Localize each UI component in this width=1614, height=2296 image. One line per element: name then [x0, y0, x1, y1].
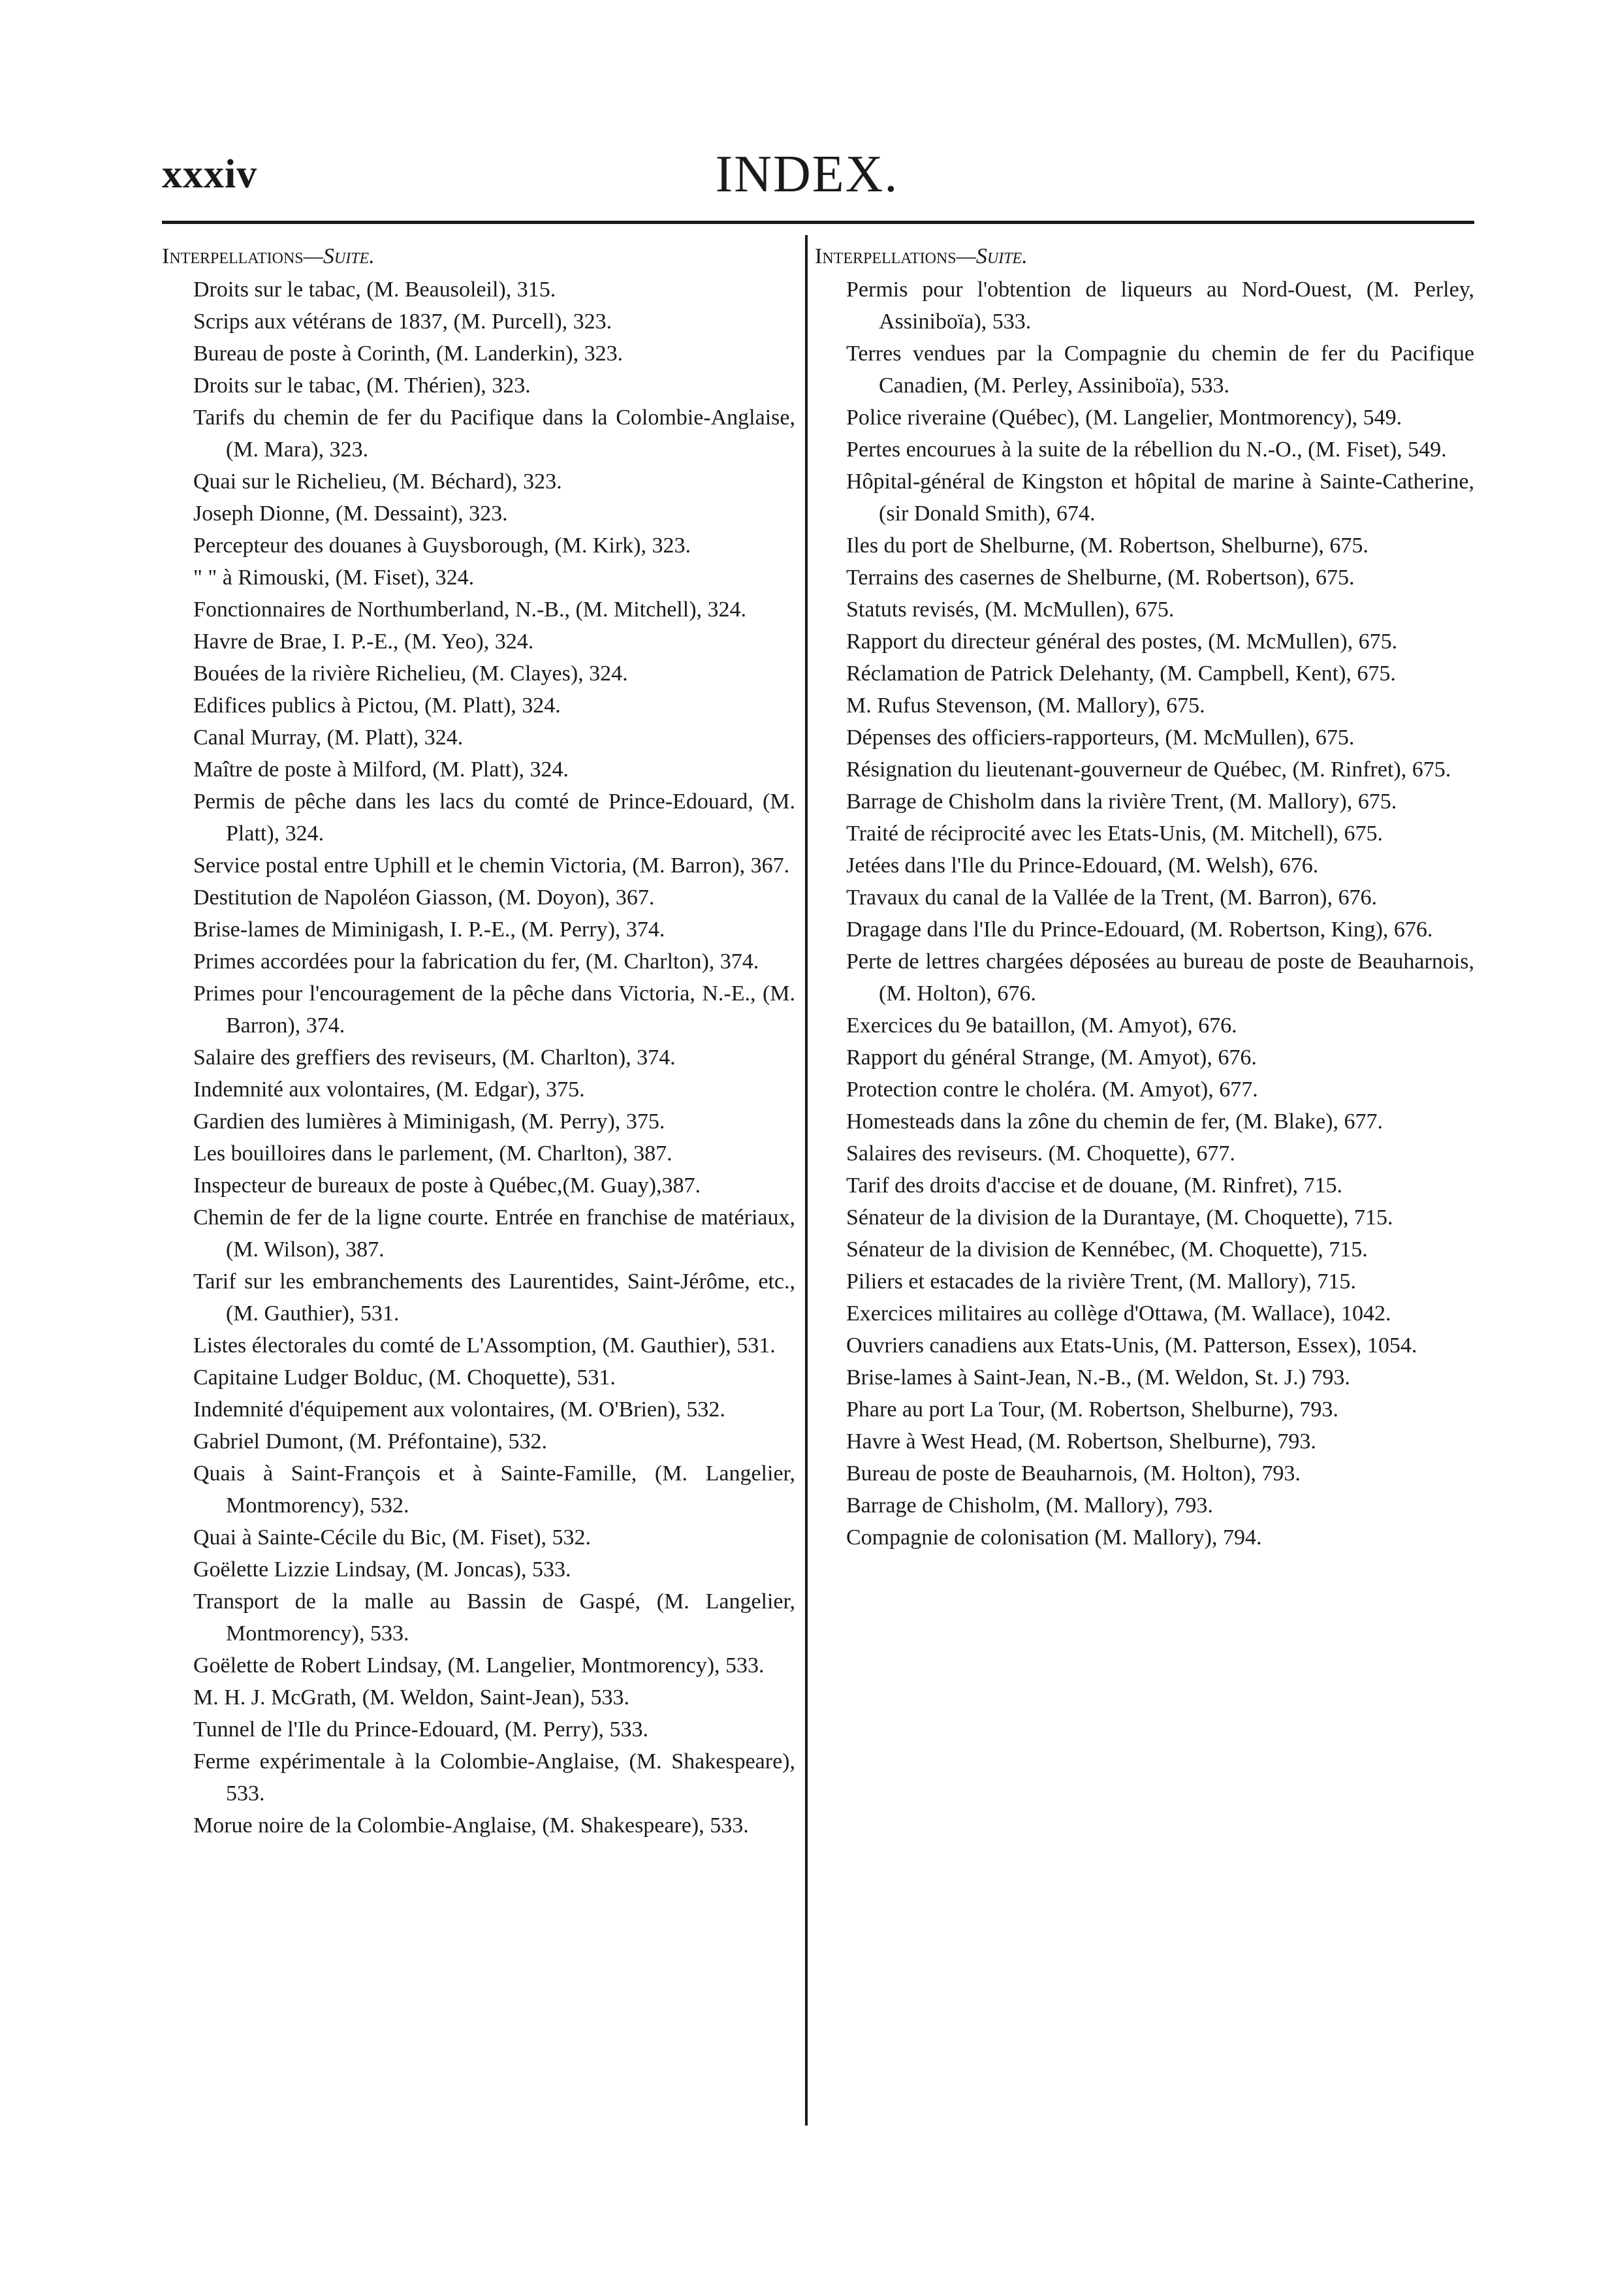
index-entry: Piliers et estacades de la rivière Trent, (M. Mallory), 715.	[846, 1269, 1356, 1294]
right-heading-suffix: —Suite.	[956, 244, 1028, 268]
index-entry: Quai à Sainte-Cécile du Bic, (M. Fiset), 532.	[193, 1525, 592, 1550]
index-entry: Bouées de la rivière Richelieu, (M. Clayes), 324.	[193, 662, 628, 686]
page-number: xxxiv	[162, 152, 258, 197]
index-entry: Traité de réciprocité avec les Etats-Unis, (M. Mitchell), 675.	[846, 821, 1384, 846]
index-entry: Inspecteur de bureaux de poste à Québec,(M. Guay),387.	[193, 1173, 701, 1198]
index-entry: Quai sur le Richelieu, (M. Béchard), 323.	[193, 470, 562, 494]
left-entries	[162, 274, 795, 1842]
index-entry: Jetées dans l'Ile du Prince-Edouard, (M. Welsh), 676.	[846, 853, 1319, 878]
index-entry: Capitaine Ludger Bolduc, (M. Choquette), 531.	[193, 1365, 616, 1390]
index-entry: Havre à West Head, (M. Robertson, Shelburne), 793.	[846, 1429, 1316, 1454]
page-title: INDEX.	[715, 146, 899, 203]
index-entry: Terres vendues par la Compagnie du chemin de fer du Pacifique Canadien, (M. Perley, Assiniboïa), 533.	[846, 342, 1474, 398]
index-entry: Goëlette Lizzie Lindsay, (M. Joncas), 533.	[193, 1557, 571, 1582]
index-entry: Transport de la malle au Bassin de Gaspé, (M. Langelier, Montmorency), 533.	[193, 1589, 795, 1646]
index-entry: Tarif des droits d'accise et de douane, (M. Rinfret), 715.	[846, 1173, 1343, 1198]
index-entry: Droits sur le tabac, (M. Thérien), 323.	[193, 374, 531, 398]
index-entry: Joseph Dionne, (M. Dessaint), 323.	[193, 502, 508, 526]
index-entry: M. H. J. McGrath, (M. Weldon, Saint-Jean), 533.	[193, 1685, 630, 1710]
right-column	[815, 240, 1474, 1554]
index-entry: Rapport du directeur général des postes, (M. McMullen), 675.	[846, 630, 1398, 654]
index-entry: Rapport du général Strange, (M. Amyot), 676.	[846, 1045, 1257, 1070]
index-entry: Salaire des greffiers des reviseurs, (M. Charlton), 374.	[193, 1045, 676, 1070]
index-entry: Dragage dans l'Ile du Prince-Edouard, (M. Robertson, King), 676.	[846, 917, 1433, 942]
index-entry: Ouvriers canadiens aux Etats-Unis, (M. Patterson, Essex), 1054.	[846, 1333, 1417, 1358]
index-entry: Ferme expérimentale à la Colombie-Anglaise, (M. Shakespeare), 533.	[193, 1749, 795, 1806]
index-entry: Travaux du canal de la Vallée de la Trent, (M. Barron), 676.	[846, 885, 1377, 910]
index-entry: Chemin de fer de la ligne courte. Entrée en franchise de matériaux, (M. Wilson), 387.	[193, 1205, 795, 1262]
header-rule	[162, 221, 1474, 224]
index-entry: Exercices du 9e bataillon, (M. Amyot), 676.	[846, 1013, 1237, 1038]
index-entry: Tunnel de l'Ile du Prince-Edouard, (M. Perry), 533.	[193, 1717, 649, 1742]
left-column-heading	[162, 240, 795, 272]
index-entry: Résignation du lieutenant-gouverneur de Québec, (M. Rinfret), 675.	[846, 757, 1451, 782]
index-entry: Réclamation de Patrick Delehanty, (M. Campbell, Kent), 675.	[846, 662, 1396, 686]
index-entry: Protection contre le choléra. (M. Amyot), 677.	[846, 1077, 1258, 1102]
index-entry: Bureau de poste à Corinth, (M. Landerkin), 323.	[193, 342, 624, 366]
index-entry: Homesteads dans la zône du chemin de fer, (M. Blake), 677.	[846, 1109, 1383, 1134]
index-entry: Barrage de Chisholm, (M. Mallory), 793.	[846, 1493, 1213, 1518]
index-entry: Primes pour l'encouragement de la pêche dans Victoria, N.-E., (M. Barron), 374.	[193, 981, 795, 1038]
index-entry: Salaires des reviseurs. (M. Choquette), 677.	[846, 1141, 1235, 1166]
right-heading-main: Interpellations	[815, 244, 957, 268]
index-entry: Bureau de poste de Beauharnois, (M. Holton), 793.	[846, 1461, 1301, 1486]
index-entry: Sénateur de la division de la Durantaye, (M. Choquette), 715.	[846, 1205, 1393, 1230]
index-entry: Statuts revisés, (M. McMullen), 675.	[846, 598, 1175, 622]
index-entry: Barrage de Chisholm dans la rivière Trent, (M. Mallory), 675.	[846, 789, 1397, 814]
index-entry: Sénateur de la division de Kennébec, (M. Choquette), 715.	[846, 1237, 1368, 1262]
index-entry: Gardien des lumières à Miminigash, (M. Perry), 375.	[193, 1109, 665, 1134]
index-entry: Indemnité d'équipement aux volontaires, (M. O'Brien), 532.	[193, 1397, 725, 1422]
index-entry: Droits sur le tabac, (M. Beausoleil), 315.	[193, 278, 556, 302]
index-entry: Listes électorales du comté de L'Assomption, (M. Gauthier), 531.	[193, 1333, 776, 1358]
index-entry: Police riveraine (Québec), (M. Langelier, Montmorency), 549.	[846, 406, 1402, 430]
column-divider	[805, 235, 808, 2126]
index-entry: Canal Murray, (M. Platt), 324.	[193, 725, 464, 750]
index-entry: Quais à Saint-François et à Sainte-Famille, (M. Langelier, Montmorency), 532.	[193, 1461, 795, 1518]
index-entry: Exercices militaires au collège d'Ottawa, (M. Wallace), 1042.	[846, 1301, 1391, 1326]
index-entry: Iles du port de Shelburne, (M. Robertson, Shelburne), 675.	[846, 534, 1369, 558]
index-entry: Terrains des casernes de Shelburne, (M. Robertson), 675.	[846, 566, 1355, 590]
index-entry: Primes accordées pour la fabrication du fer, (M. Charlton), 374.	[193, 949, 759, 974]
index-entry: Perte de lettres chargées déposées au bureau de poste de Beauharnois, (M. Holton), 676.	[846, 949, 1474, 1006]
index-entry: Destitution de Napoléon Giasson, (M. Doyon), 367.	[193, 885, 655, 910]
right-entries	[815, 274, 1474, 1554]
right-column-heading	[815, 240, 1474, 272]
index-entry: Compagnie de colonisation (M. Mallory), 794.	[846, 1525, 1262, 1550]
index-entry: Scrips aux vétérans de 1837, (M. Purcell), 323.	[193, 310, 612, 334]
index-entry: Goëlette de Robert Lindsay, (M. Langelier, Montmorency), 533.	[193, 1653, 765, 1678]
index-entry: Havre de Brae, I. P.-E., (M. Yeo), 324.	[193, 630, 534, 654]
index-entry: Pertes encourues à la suite de la rébellion du N.-O., (M. Fiset), 549.	[846, 438, 1447, 462]
index-entry: Dépenses des officiers-rapporteurs, (M. McMullen), 675.	[846, 725, 1355, 750]
index-entry: Tarif sur les embranchements des Laurentides, Saint-Jérôme, etc., (M. Gauthier), 531.	[193, 1269, 795, 1326]
left-column	[162, 240, 795, 1842]
index-entry: Service postal entre Uphill et le chemin Victoria, (M. Barron), 367.	[193, 853, 790, 878]
index-entry: " " à Rimouski, (M. Fiset), 324.	[193, 566, 475, 590]
index-entry: Gabriel Dumont, (M. Préfontaine), 532.	[193, 1429, 547, 1454]
index-entry: Brise-lames à Saint-Jean, N.-B., (M. Weldon, St. J.) 793.	[846, 1365, 1350, 1390]
index-entry: Edifices publics à Pictou, (M. Platt), 324.	[193, 694, 561, 718]
left-heading-main: Interpellations	[162, 244, 304, 268]
index-entry: Maître de poste à Milford, (M. Platt), 324.	[193, 757, 569, 782]
index-entry: Brise-lames de Miminigash, I. P.-E., (M. Perry), 374.	[193, 917, 665, 942]
index-entry: Permis pour l'obtention de liqueurs au Nord-Ouest, (M. Perley, Assiniboïa), 533.	[846, 278, 1474, 334]
index-entry: Fonctionnaires de Northumberland, N.-B., (M. Mitchell), 324.	[193, 598, 747, 622]
index-entry: M. Rufus Stevenson, (M. Mallory), 675.	[846, 694, 1205, 718]
index-entry: Permis de pêche dans les lacs du comté de Prince-Edouard, (M. Platt), 324.	[193, 789, 795, 846]
index-entry: Percepteur des douanes à Guysborough, (M. Kirk), 323.	[193, 534, 691, 558]
index-entry: Indemnité aux volontaires, (M. Edgar), 375.	[193, 1077, 585, 1102]
index-entry: Morue noire de la Colombie-Anglaise, (M. Shakespeare), 533.	[193, 1813, 749, 1838]
left-heading-suffix: —Suite.	[303, 244, 375, 268]
index-entry: Phare au port La Tour, (M. Robertson, Shelburne), 793.	[846, 1397, 1338, 1422]
index-entry: Les bouilloires dans le parlement, (M. Charlton), 387.	[193, 1141, 672, 1166]
index-entry: Tarifs du chemin de fer du Pacifique dans la Colombie-Anglaise, (M. Mara), 323.	[193, 406, 795, 462]
index-entry: Hôpital-général de Kingston et hôpital de marine à Sainte-Catherine, (sir Donald Smith), 674.	[846, 470, 1474, 526]
